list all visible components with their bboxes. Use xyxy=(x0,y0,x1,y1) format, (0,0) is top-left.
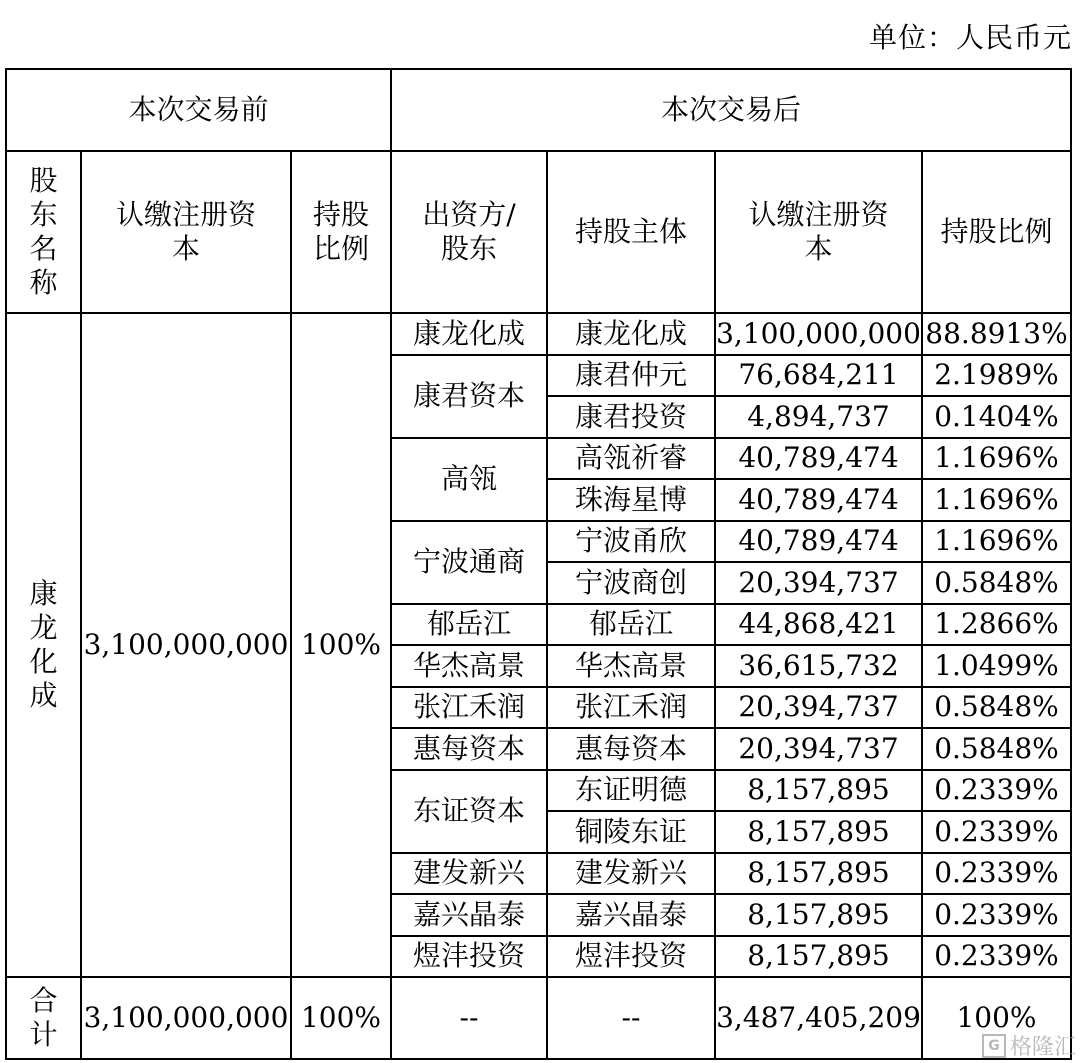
investor-cell: 张江禾润 xyxy=(391,687,547,729)
ratio-cell: 1.1696% xyxy=(922,438,1071,480)
col-ratio-before xyxy=(291,151,391,313)
entity-cell: 华杰高景 xyxy=(547,645,715,687)
entity-cell: 宁波商创 xyxy=(547,562,715,604)
name-char: 龙 xyxy=(29,611,58,644)
total-ratio-after: 100% xyxy=(922,977,1071,1059)
col-text-line: 持股 xyxy=(312,198,369,231)
investor-cell: 华杰高景 xyxy=(391,645,547,687)
total-row xyxy=(6,977,1071,1059)
col-text-line: 本 xyxy=(171,232,200,265)
ratio-cell: 1.1696% xyxy=(922,479,1071,521)
entity-cell: 郁岳江 xyxy=(547,604,715,646)
capital-cell: 8,157,895 xyxy=(715,894,922,936)
name-char: 成 xyxy=(29,679,58,712)
investor-cell: 煜沣投资 xyxy=(391,936,547,978)
entity-cell: 铜陵东证 xyxy=(547,811,715,853)
col-text-line: 比例 xyxy=(312,232,369,265)
col-text-line: 股东 xyxy=(440,232,497,265)
ratio-cell: 0.2339% xyxy=(922,811,1071,853)
capital-cell: 4,894,737 xyxy=(715,396,922,438)
entity-cell: 嘉兴晶泰 xyxy=(547,894,715,936)
watermark-text: 格隆汇 xyxy=(1009,1035,1076,1060)
col-text-line: 出资方/ xyxy=(422,198,516,231)
ratio-cell: 2.1989% xyxy=(922,355,1071,397)
column-header-row xyxy=(6,151,1071,313)
ratio-cell: 0.5848% xyxy=(922,562,1071,604)
investor-cell: 宁波通商 xyxy=(391,521,547,604)
capital-cell: 36,615,732 xyxy=(715,645,922,687)
entity-cell: 煜沣投资 xyxy=(547,936,715,978)
total-label-char: 计 xyxy=(29,1018,58,1051)
col-reg-capital-after xyxy=(715,151,922,313)
header-row xyxy=(6,69,1071,151)
ratio-cell: 88.8913% xyxy=(922,313,1071,355)
ratio-cell: 1.2866% xyxy=(922,604,1071,646)
ratio-cell: 1.1696% xyxy=(922,521,1071,563)
total-ratio-before: 100% xyxy=(291,977,391,1059)
total-capital-before: 3,100,000,000 xyxy=(81,977,291,1059)
col-shareholder-name xyxy=(6,151,81,313)
total-entity: -- xyxy=(547,977,715,1059)
capital-cell: 76,684,211 xyxy=(715,355,922,397)
ratio-cell: 1.0499% xyxy=(922,645,1071,687)
ratio-cell: 0.2339% xyxy=(922,770,1071,812)
ratio-cell: 0.5848% xyxy=(922,687,1071,729)
entity-cell: 惠每资本 xyxy=(547,728,715,770)
capital-cell: 8,157,895 xyxy=(715,936,922,978)
capital-cell: 8,157,895 xyxy=(715,853,922,895)
total-investor: -- xyxy=(391,977,547,1059)
ratio-cell: 0.2339% xyxy=(922,894,1071,936)
capital-cell: 20,394,737 xyxy=(715,687,922,729)
entity-cell: 康龙化成 xyxy=(547,313,715,355)
col-text-line: 认缴注册资 xyxy=(115,198,256,231)
total-label xyxy=(6,977,81,1059)
investor-cell: 建发新兴 xyxy=(391,853,547,895)
entity-cell: 康君仲元 xyxy=(547,355,715,397)
name-char: 康 xyxy=(29,577,58,610)
investor-cell: 嘉兴晶泰 xyxy=(391,894,547,936)
entity-cell: 康君投资 xyxy=(547,396,715,438)
entity-cell: 高瓴祈睿 xyxy=(547,438,715,480)
capital-cell: 8,157,895 xyxy=(715,770,922,812)
shareholding-table xyxy=(5,68,1072,1060)
before-ratio: 100% xyxy=(291,313,391,977)
capital-cell: 20,394,737 xyxy=(715,728,922,770)
investor-cell: 高瓴 xyxy=(391,438,547,521)
entity-cell: 东证明德 xyxy=(547,770,715,812)
header-before: 本次交易前 xyxy=(6,69,391,151)
col-text-line: 东 xyxy=(29,198,58,231)
investor-cell: 康龙化成 xyxy=(391,313,547,355)
total-capital-after: 3,487,405,209 xyxy=(715,977,922,1059)
entity-cell: 宁波甬欣 xyxy=(547,521,715,563)
capital-cell: 40,789,474 xyxy=(715,438,922,480)
col-holding-entity: 持股主体 xyxy=(547,151,715,313)
col-text-line: 称 xyxy=(29,266,58,299)
investor-cell: 郁岳江 xyxy=(391,604,547,646)
ratio-cell: 0.5848% xyxy=(922,728,1071,770)
investor-cell: 康君资本 xyxy=(391,355,547,438)
ratio-cell: 0.2339% xyxy=(922,853,1071,895)
capital-cell: 40,789,474 xyxy=(715,479,922,521)
entity-cell: 张江禾润 xyxy=(547,687,715,729)
ratio-cell: 0.1404% xyxy=(922,396,1071,438)
col-text-line: 名 xyxy=(29,232,58,265)
col-ratio-after: 持股比例 xyxy=(922,151,1071,313)
before-shareholder-name xyxy=(6,313,81,977)
watermark-logo-icon: G xyxy=(982,1034,1006,1058)
col-investor xyxy=(391,151,547,313)
investor-cell: 东证资本 xyxy=(391,770,547,853)
capital-cell: 3,100,000,000 xyxy=(715,313,922,355)
capital-cell: 44,868,421 xyxy=(715,604,922,646)
col-reg-capital-before xyxy=(81,151,291,313)
unit-label: 单位：人民币元 xyxy=(868,21,1072,54)
ratio-cell: 0.2339% xyxy=(922,936,1071,978)
col-text-line: 本 xyxy=(804,232,833,265)
table-row xyxy=(6,313,1071,355)
entity-cell: 珠海星博 xyxy=(547,479,715,521)
name-char: 化 xyxy=(29,645,58,678)
watermark xyxy=(982,1030,1076,1061)
header-after: 本次交易后 xyxy=(391,69,1071,151)
investor-cell: 惠每资本 xyxy=(391,728,547,770)
total-label-char: 合 xyxy=(29,984,58,1017)
capital-cell: 8,157,895 xyxy=(715,811,922,853)
col-text-line: 认缴注册资 xyxy=(748,198,889,231)
col-text-line: 股 xyxy=(29,164,58,197)
before-capital: 3,100,000,000 xyxy=(81,313,291,977)
entity-cell: 建发新兴 xyxy=(547,853,715,895)
capital-cell: 20,394,737 xyxy=(715,562,922,604)
capital-cell: 40,789,474 xyxy=(715,521,922,563)
